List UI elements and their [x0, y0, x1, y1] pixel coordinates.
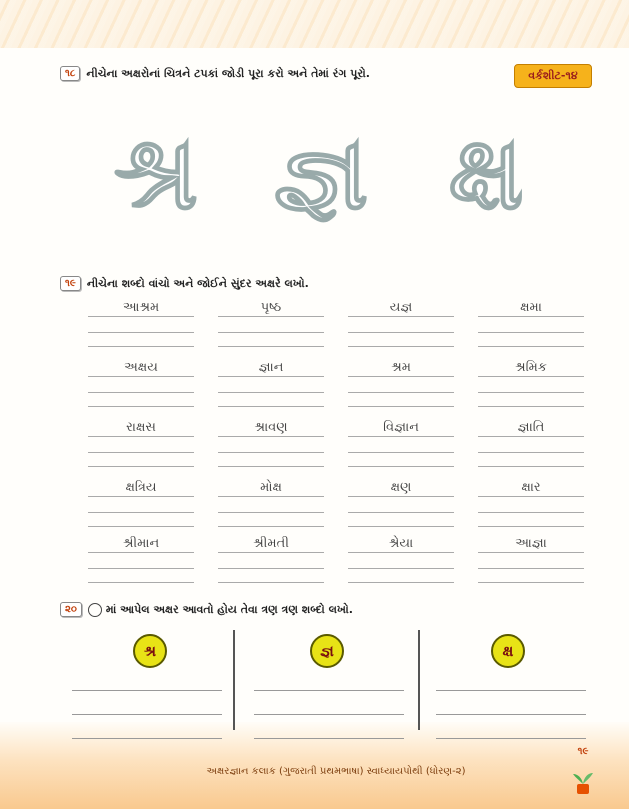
practice-word: શ્રમ [391, 360, 411, 375]
writing-line[interactable] [254, 714, 404, 715]
word-cell[interactable] [88, 420, 194, 470]
question-3-text: માં આપેલ અક્ષર આવતો હોય તેવા ત્રણ ત્રણ શબ્દો લખો. [105, 602, 353, 616]
word-cell[interactable] [348, 420, 454, 470]
word-cell[interactable] [478, 420, 584, 470]
word-cell[interactable] [348, 360, 454, 410]
word-cell[interactable] [478, 300, 584, 350]
worksheet-badge: વર્કશીટ-૧૪ [514, 64, 592, 88]
practice-word: જ્ઞાતિ [517, 420, 545, 435]
page-number: ૧૯ [577, 746, 589, 757]
word-cell[interactable] [348, 480, 454, 530]
practice-word: પૃષ્ઠ [260, 300, 282, 315]
writing-line[interactable] [254, 690, 404, 691]
word-cell[interactable] [478, 360, 584, 410]
practice-word: ક્ષત્રિય [125, 480, 157, 495]
writing-line[interactable] [436, 690, 586, 691]
word-cell[interactable] [348, 300, 454, 350]
trace-letter[interactable]: ક્ષ [448, 111, 522, 233]
practice-word: શ્રીમાન [122, 536, 160, 551]
practice-word: જ્ઞાન [258, 360, 284, 375]
question-2-header [60, 276, 309, 291]
tracing-letters [80, 104, 560, 244]
practice-word: ક્ષાર [521, 480, 541, 495]
question-2-text: નીચેના શબ્દો વાંચો અને જોઈને સુંદર અક્ષરે લખો. [86, 276, 309, 290]
writing-line[interactable] [72, 690, 222, 691]
circled-letter: ક્ષ [491, 634, 525, 668]
question-1-text: નીચેના અક્ષરોનાં ચિત્રને ટપકાં જોડી પૂરા કરો અને તેમાં રંગ પૂરો. [86, 66, 370, 80]
word-cell[interactable] [218, 420, 324, 470]
word-cell[interactable] [88, 536, 194, 586]
practice-word: રાક્ષસ [126, 420, 156, 435]
question-1-header [60, 66, 370, 81]
practice-word: શ્રીમતી [253, 536, 289, 551]
circled-letter: શ્ર [133, 634, 167, 668]
practice-word: શ્રેયા [388, 536, 414, 551]
word-cell[interactable] [478, 536, 584, 586]
practice-word: આજ્ઞા [515, 536, 547, 551]
word-cell[interactable] [218, 360, 324, 410]
practice-word: ક્ષમા [520, 300, 542, 315]
trace-letter[interactable]: જ્ઞ [273, 111, 367, 233]
practice-word: ક્ષણ [390, 480, 412, 495]
practice-word: યજ્ઞ [389, 300, 413, 315]
decorative-header-band [0, 0, 629, 48]
column-divider [233, 630, 235, 730]
question-3-number: ૨૦ [60, 602, 82, 617]
writing-line[interactable] [72, 714, 222, 715]
question-1-number: ૧૮ [60, 66, 80, 81]
footer-text: અક્ષરજ્ઞાન કલાક (ગુજરાતી પ્રથમભાષા) સ્વાધ્યાયપોથી (ધોરણ-૨) [206, 766, 466, 777]
word-cell[interactable] [218, 536, 324, 586]
word-cell[interactable] [88, 300, 194, 350]
word-cell[interactable] [218, 480, 324, 530]
practice-word: આશ્રમ [122, 300, 160, 315]
word-cell[interactable] [88, 480, 194, 530]
practice-word: વિજ્ઞાન [383, 420, 419, 435]
word-cell[interactable] [348, 536, 454, 586]
practice-word: શ્રાવણ [254, 420, 288, 435]
practice-word: મોક્ષ [260, 480, 282, 495]
practice-word: અક્ષય [124, 360, 158, 375]
circled-letter: જ્ઞ [310, 634, 344, 668]
writing-line[interactable] [254, 738, 404, 739]
writing-line[interactable] [436, 714, 586, 715]
plant-pot-icon [570, 762, 596, 796]
question-3-header [60, 602, 353, 617]
trace-letter[interactable]: શ્ર [113, 111, 197, 233]
writing-line[interactable] [436, 738, 586, 739]
practice-word: શ્રમિક [515, 360, 547, 375]
column-divider [418, 630, 420, 730]
question-2-number: ૧૯ [60, 276, 81, 291]
circle-icon [88, 603, 102, 617]
word-cell[interactable] [88, 360, 194, 410]
writing-line[interactable] [72, 738, 222, 739]
word-cell[interactable] [218, 300, 324, 350]
word-cell[interactable] [478, 480, 584, 530]
